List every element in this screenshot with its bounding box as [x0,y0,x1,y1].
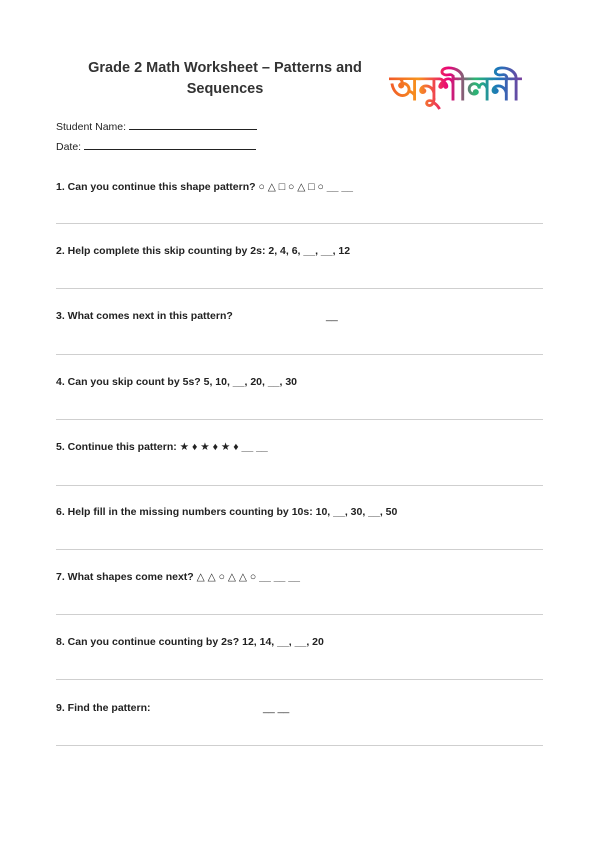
student-name-line[interactable] [129,119,257,130]
answer-line-3[interactable] [56,354,543,355]
question-3-text: 3. What comes next in this pattern? [56,310,233,322]
question-6-text: 6. Help fill in the missing numbers counting by 10s: 10, __, 30, __, 50 [56,506,398,518]
student-name-label: Student Name: [56,121,127,133]
question-9 [56,702,290,714]
date-label: Date: [56,141,82,153]
brand-logo [388,62,548,114]
question-5-text: 5. Continue this pattern: ★ ♦ ★ ♦ ★ ♦ __ __ [56,441,268,453]
question-1 [56,181,353,193]
student-name-field[interactable] [56,119,257,133]
question-8 [56,636,324,648]
question-7-text: 7. What shapes come next? △ △ ○ △ △ ○ __ __ __ [56,571,300,583]
question-6 [56,506,397,518]
worksheet-title [75,58,375,100]
question-4-text: 4. Can you skip count by 5s? 5, 10, __, 20, __, 30 [56,376,298,388]
answer-line-4[interactable] [56,419,543,420]
brand-logo-graphic [388,62,548,114]
question-5 [56,441,268,453]
answer-line-7[interactable] [56,614,543,615]
title-line-1: Grade 2 Math Worksheet – Patterns and [88,60,362,76]
title-line-2: Sequences [186,81,264,97]
date-line[interactable] [84,139,256,150]
question-9-answer-blank[interactable]: __ __ [263,702,290,714]
logo-text: অনুশীলনী [390,69,520,109]
question-7 [56,571,300,583]
question-1-text: 1. Can you continue this shape pattern? ○ △ □ ○ △ □ ○ __ __ [56,181,353,193]
answer-line-9[interactable] [56,745,543,746]
answer-line-2[interactable] [56,288,543,289]
answer-line-6[interactable] [56,549,543,550]
question-8-text: 8. Can you continue counting by 2s? 12, 14, __, __, 20 [56,636,324,648]
question-3-answer-blank[interactable]: __ [326,310,338,322]
question-9-text: 9. Find the pattern: [56,702,151,714]
answer-line-8[interactable] [56,679,543,680]
answer-line-5[interactable] [56,485,543,486]
question-2-text: 2. Help complete this skip counting by 2s: 2, 4, 6, __, __, 12 [56,245,351,257]
question-4 [56,376,297,388]
date-field[interactable] [56,139,256,153]
answer-line-1[interactable] [56,223,543,224]
question-2 [56,245,350,257]
question-3 [56,310,338,322]
